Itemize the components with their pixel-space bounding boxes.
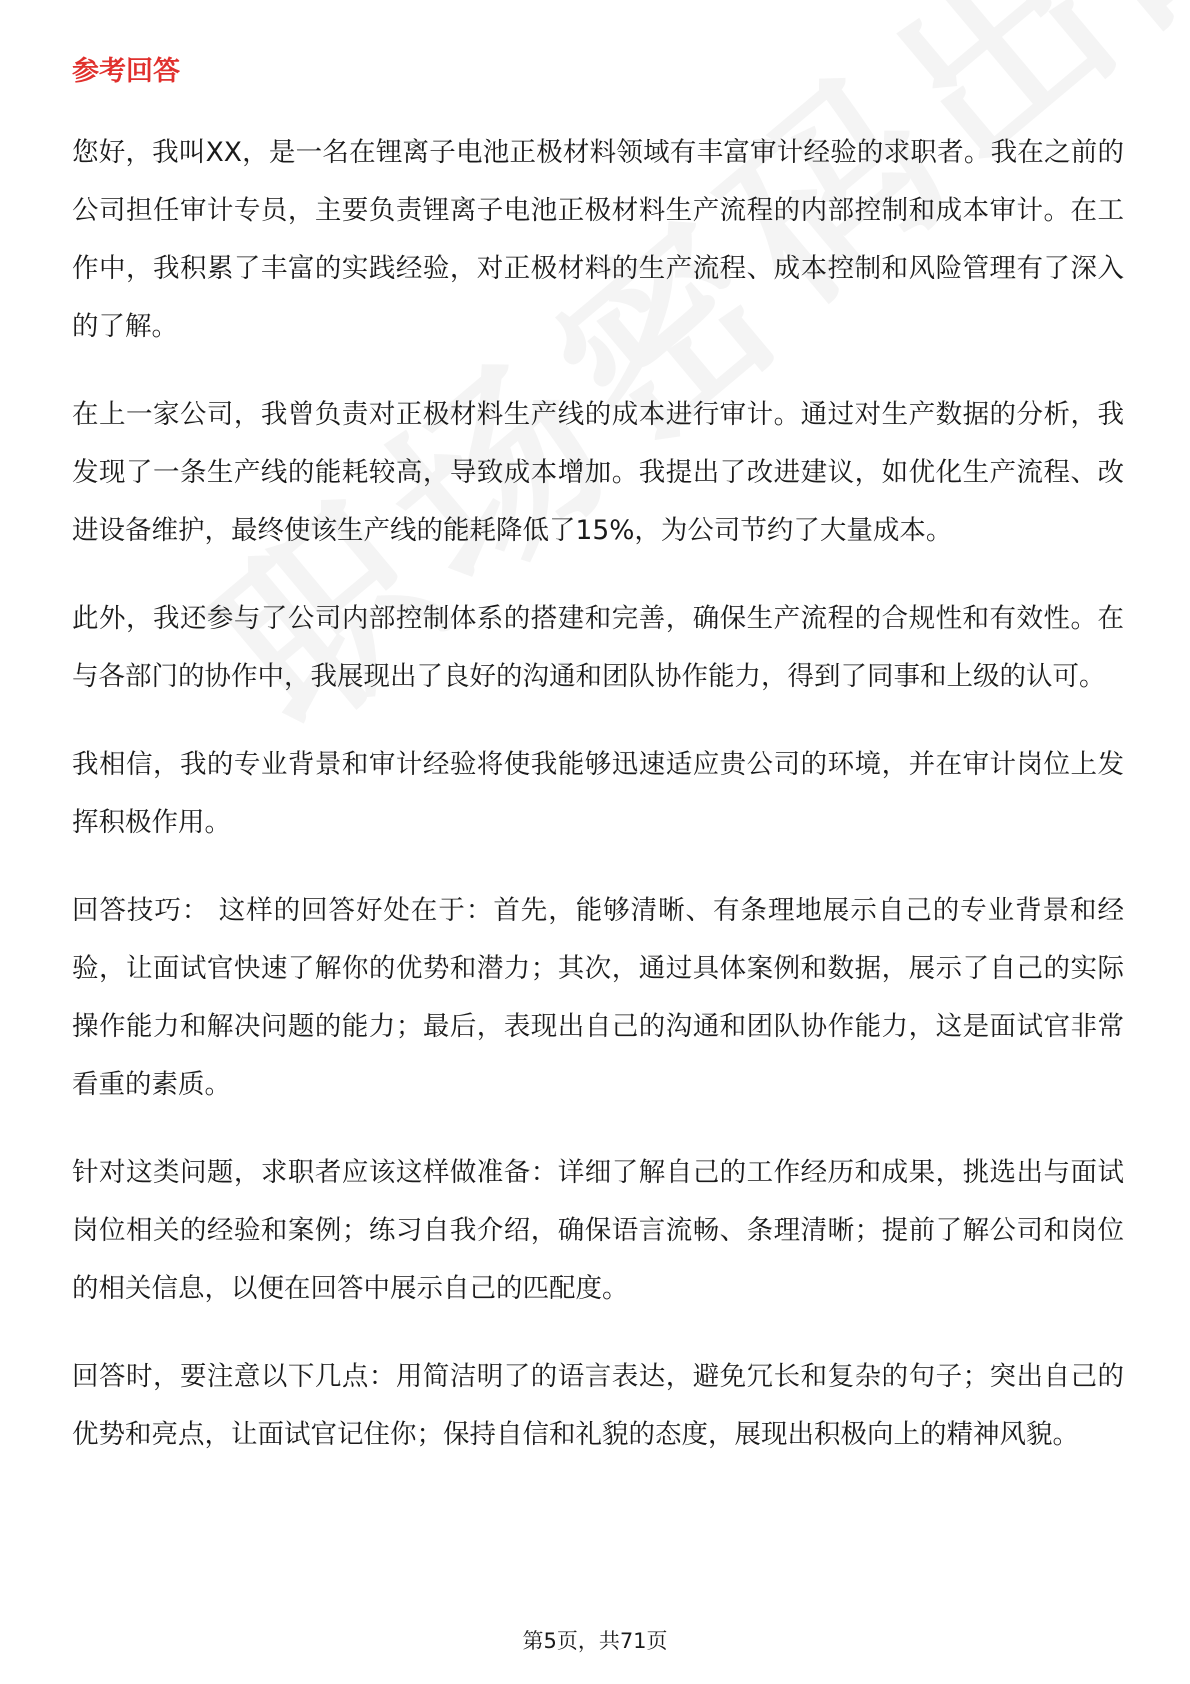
paragraph-notes: 回答时，要注意以下几点：用简洁明了的语言表达，避免冗长和复杂的句子；突出自己的优势和亮点，让面试官记住你；保持自信和礼貌的态度，展现出积极向上的精神风貌。 (72, 1361, 1124, 1450)
paragraph-answer-tips: 回答技巧： 这样的回答好处在于：首先，能够清晰、有条理地展示自己的专业背景和经验，让面试官快速了解你的优势和潜力；其次，通过具体案例和数据，展示了自己的实际操作能力和解决问题的能力；最后，表现出自己的沟通和团队协作能力，这是面试官非常看重的素质。 (72, 895, 1124, 1100)
paragraph-internal-control: 此外，我还参与了公司内部控制体系的搭建和完善，确保生产流程的合规性和有效性。在与各部门的协作中，我展现出了良好的沟通和团队协作能力，得到了同事和上级的认可。 (72, 603, 1124, 692)
paragraph-conclusion: 我相信，我的专业背景和审计经验将使我能够迅速适应贵公司的环境，并在审计岗位上发挥积极作用。 (72, 749, 1124, 838)
paragraph-preparation: 针对这类问题，求职者应该这样做准备：详细了解自己的工作经历和成果，挑选出与面试岗位相关的经验和案例；练习自我介绍，确保语言流畅、条理清晰；提前了解公司和岗位的相关信息，以便在回答中展示自己的匹配度。 (72, 1157, 1124, 1304)
paragraph-intro: 您好，我叫XX，是一名在锂离子电池正极材料领域有丰富审计经验的求职者。我在之前的公司担任审计专员，主要负责锂离子电池正极材料生产流程的内部控制和成本审计。在工作中，我积累了丰富的实践经验，对正极材料的生产流程、成本控制和风险管理有了深入的了解。 (72, 137, 1124, 342)
section-heading: 参考回答 (72, 56, 180, 87)
paragraph-experience: 在上一家公司，我曾负责对正极材料生产线的成本进行审计。通过对生产数据的分析，我发现了一条生产线的能耗较高，导致成本增加。我提出了改进建议，如优化生产流程、改进设备维护，最终使该生产线的能耗降低了15%，为公司节约了大量成本。 (72, 399, 1124, 546)
page-number: 第5页，共71页 (522, 1629, 668, 1653)
